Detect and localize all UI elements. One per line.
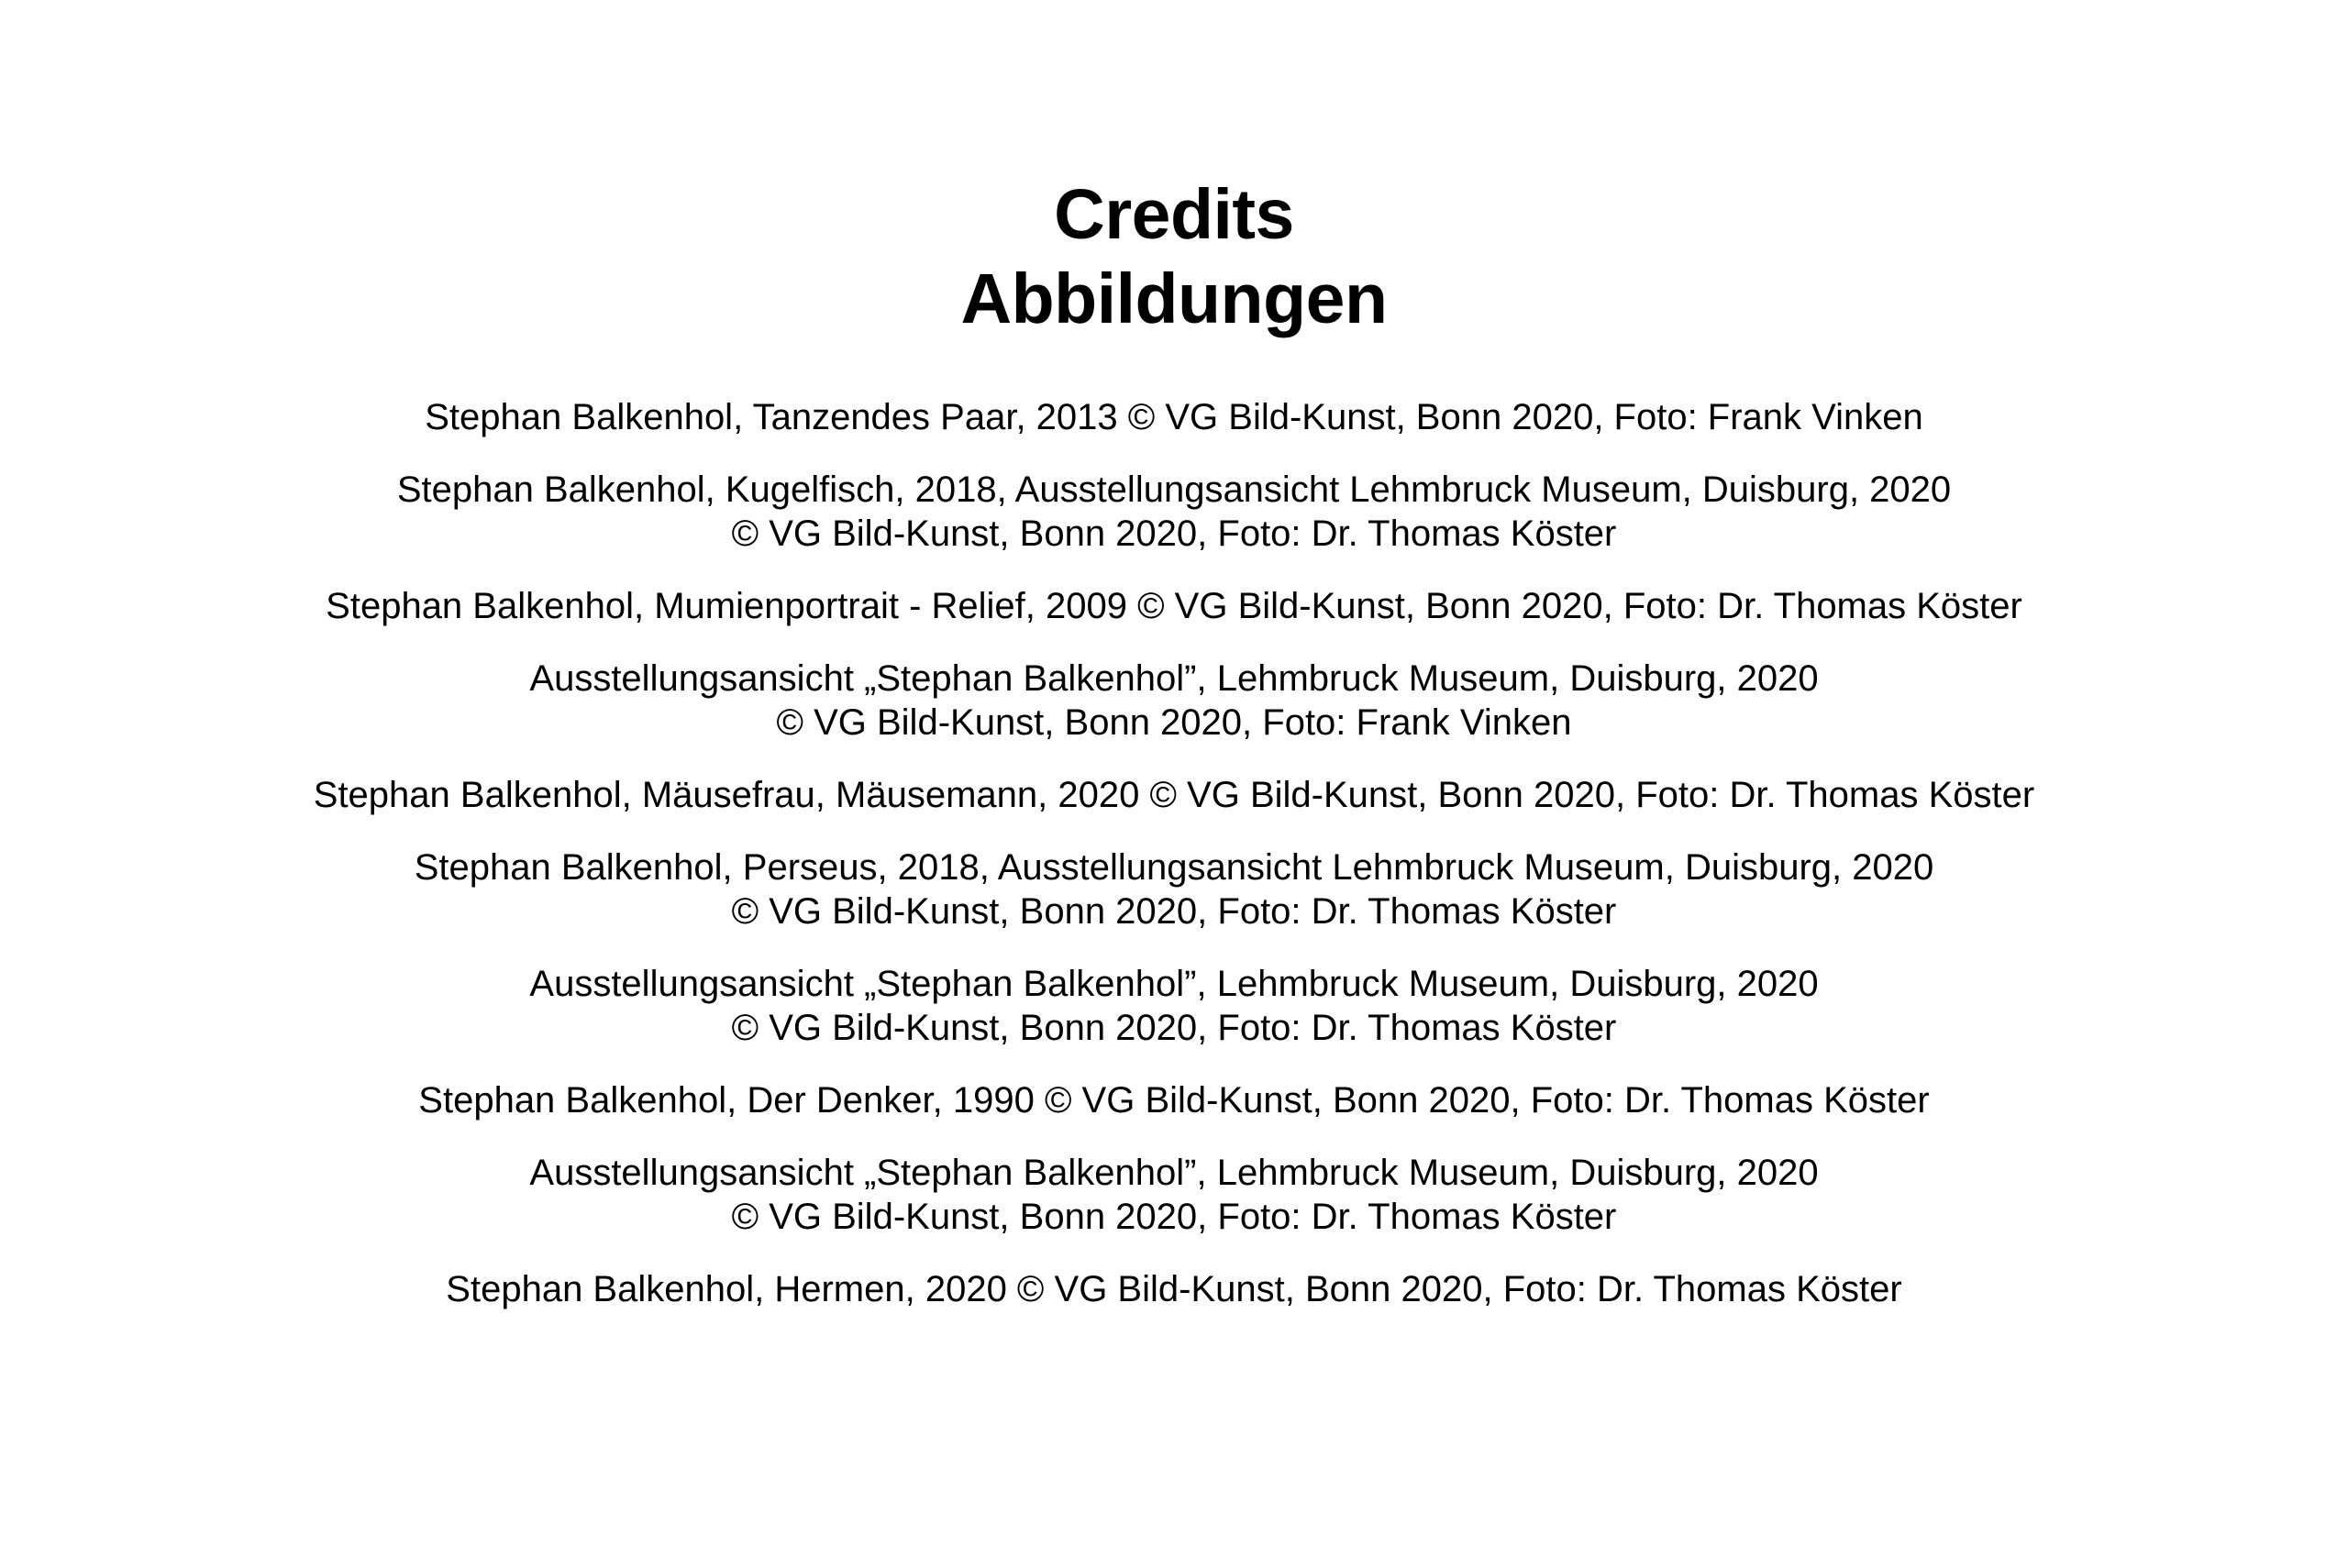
credit-entry-3 — [0, 584, 2348, 628]
credit-line: Ausstellungsansicht „Stephan Balkenhol”, Lehmbruck Museum, Duisburg, 2020 — [529, 658, 1819, 699]
credit-line: Ausstellungsansicht „Stephan Balkenhol”, Lehmbruck Museum, Duisburg, 2020 — [529, 964, 1819, 1004]
title-credits: Credits — [1054, 175, 1294, 254]
credit-entry-10 — [0, 1267, 2348, 1311]
credit-entry-1 — [0, 395, 2348, 439]
credit-copyright-line: © VG Bild-Kunst, Bonn 2020, Foto: Dr. Thomas Köster — [731, 1197, 1617, 1237]
credit-line: Stephan Balkenhol, Kugelfisch, 2018, Ausstellungsansicht Lehmbruck Museum, Duisburg, 2020 — [396, 469, 1952, 510]
credit-line: Stephan Balkenhol, Mäusefrau, Mäusemann, 2020 © VG Bild-Kunst, Bonn 2020, Foto: Dr. Thomas Köster — [313, 775, 2035, 815]
credit-line: Stephan Balkenhol, Tanzendes Paar, 2013 © VG Bild-Kunst, Bonn 2020, Foto: Frank Vinken — [425, 397, 1923, 437]
credit-line: Stephan Balkenhol, Perseus, 2018, Ausstellungsansicht Lehmbruck Museum, Duisburg, 2020 — [414, 847, 1934, 888]
page-title — [0, 172, 2348, 341]
credit-entry-5 — [0, 773, 2348, 817]
title-abbildungen: Abbildungen — [960, 259, 1388, 338]
credit-entry-7 — [0, 962, 2348, 1050]
credit-copyright-line: © VG Bild-Kunst, Bonn 2020, Foto: Dr. Thomas Köster — [731, 891, 1617, 932]
credit-copyright-line: © VG Bild-Kunst, Bonn 2020, Foto: Dr. Thomas Köster — [731, 513, 1617, 554]
credit-line: Stephan Balkenhol, Hermen, 2020 © VG Bild-Kunst, Bonn 2020, Foto: Dr. Thomas Köster — [446, 1269, 1902, 1309]
credit-entry-4 — [0, 657, 2348, 745]
credit-entry-8 — [0, 1078, 2348, 1122]
credit-line: Stephan Balkenhol, Der Denker, 1990 © VG Bild-Kunst, Bonn 2020, Foto: Dr. Thomas Köster — [418, 1080, 1930, 1121]
credit-entry-9 — [0, 1151, 2348, 1239]
credit-entry-2 — [0, 468, 2348, 556]
credit-copyright-line: © VG Bild-Kunst, Bonn 2020, Foto: Dr. Thomas Köster — [731, 1008, 1617, 1048]
credit-line: Ausstellungsansicht „Stephan Balkenhol”, Lehmbruck Museum, Duisburg, 2020 — [529, 1153, 1819, 1193]
credit-line: Stephan Balkenhol, Mumienportrait - Relief, 2009 © VG Bild-Kunst, Bonn 2020, Foto: Dr. Thomas Köster — [326, 586, 2022, 626]
credit-copyright-line: © VG Bild-Kunst, Bonn 2020, Foto: Frank Vinken — [776, 702, 1572, 743]
credits-list — [0, 395, 2348, 1340]
credit-entry-6 — [0, 845, 2348, 933]
